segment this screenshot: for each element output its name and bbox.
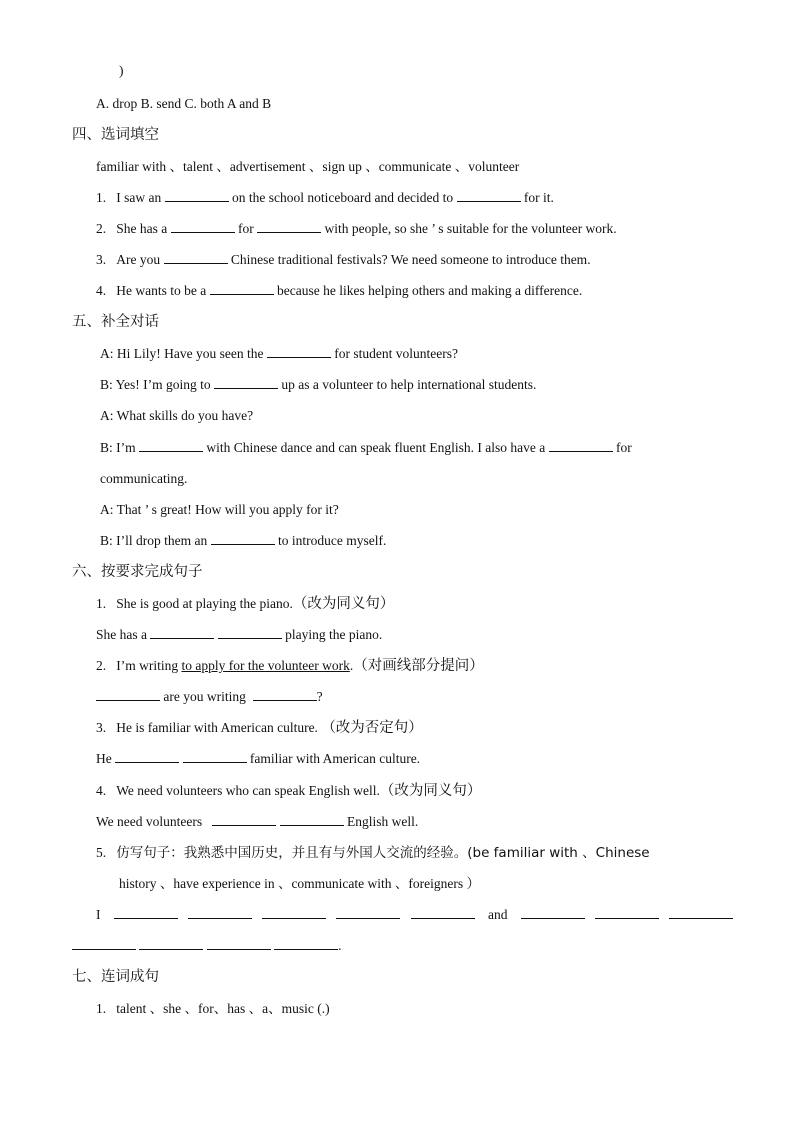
section-4-heading: 四、选词填空: [72, 127, 159, 143]
dialogue-line-3: A: What skills do you have?: [100, 408, 254, 423]
word-order-question-1: 1. talent 、she 、for、has 、a、music (.): [96, 1001, 330, 1016]
dialogue-line-2: B: Yes! I’m going to up as a volunteer to help international students.: [100, 377, 537, 392]
rewrite-answer-3: He familiar with American culture.: [96, 751, 421, 766]
rewrite-answer-5-line-1: I and: [96, 906, 726, 924]
close-paren: ): [119, 63, 124, 78]
word-bank: familiar with 、talent 、advertisement 、sign up 、communicate 、volunteer: [96, 159, 520, 174]
answer-blank[interactable]: [165, 189, 229, 202]
rewrite-answer-4: We need volunteers English well.: [96, 814, 419, 829]
answer-blank[interactable]: [457, 189, 521, 202]
answer-blank[interactable]: [114, 906, 178, 919]
answer-blank[interactable]: [274, 937, 338, 950]
fill-question-4: 4. He wants to be a because he likes helping others and making a difference.: [96, 283, 583, 298]
answer-blank[interactable]: [262, 906, 326, 919]
dialogue-line-4-cont: communicating.: [100, 471, 188, 486]
answer-blank[interactable]: [210, 282, 274, 295]
answer-blank[interactable]: [267, 345, 331, 358]
answer-blank[interactable]: [257, 220, 321, 233]
fill-question-1: 1. I saw an on the school noticeboard and decided to for it.: [96, 190, 554, 205]
answer-blank[interactable]: [139, 439, 203, 452]
answer-blank[interactable]: [218, 626, 282, 639]
rewrite-question-5: 5. 仿写句子：我熟悉中国历史，并且有与外国人交流的经验。(be familiar with 、Chinese: [96, 845, 650, 861]
rewrite-question-1: 1. She is good at playing the piano.（改为同义句）: [96, 596, 395, 612]
fill-question-2: 2. She has a for with people, so she ’ s suitable for the volunteer work.: [96, 221, 617, 236]
dialogue-line-6: B: I’ll drop them an to introduce myself.: [100, 533, 387, 548]
section-7-heading: 七、连词成句: [72, 969, 159, 985]
dialogue-line-5: A: That ’ s great! How will you apply for it?: [100, 502, 339, 517]
rewrite-answer-5-line-2: .: [72, 937, 342, 955]
answer-blank[interactable]: [150, 626, 214, 639]
answer-blank[interactable]: [207, 937, 271, 950]
answer-blank[interactable]: [115, 750, 179, 763]
answer-blank[interactable]: [595, 906, 659, 919]
answer-blank[interactable]: [183, 750, 247, 763]
rewrite-answer-2: are you writing ?: [96, 688, 323, 706]
answer-blank[interactable]: [188, 906, 252, 919]
fill-question-3: 3. Are you Chinese traditional festivals? We need someone to introduce them.: [96, 252, 591, 267]
rewrite-question-2: 2. I’m writing to apply for the volunteer work.（对画线部分提问）: [96, 658, 484, 674]
dialogue-line-1: A: Hi Lily! Have you seen the for student volunteers?: [100, 346, 458, 361]
answer-blank[interactable]: [253, 688, 317, 701]
section-6-heading: 六、按要求完成句子: [72, 564, 203, 580]
answer-blank[interactable]: [669, 906, 733, 919]
rewrite-question-5-cont: history 、have experience in 、communicate with 、foreigners ）: [119, 876, 481, 891]
answer-blank[interactable]: [164, 251, 228, 264]
answer-blank[interactable]: [171, 220, 235, 233]
answer-options: A. drop B. send C. both A and B: [96, 96, 272, 111]
answer-blank[interactable]: [336, 906, 400, 919]
section-5-heading: 五、补全对话: [72, 314, 159, 330]
answer-blank[interactable]: [211, 532, 275, 545]
answer-blank[interactable]: [212, 813, 276, 826]
dialogue-line-4: B: I’m with Chinese dance and can speak fluent English. I also have a for: [100, 440, 632, 455]
answer-blank[interactable]: [96, 688, 160, 701]
rewrite-answer-1: She has a playing the piano.: [96, 627, 383, 642]
answer-blank[interactable]: [72, 937, 136, 950]
rewrite-question-4: 4. We need volunteers who can speak English well.（改为同义句）: [96, 783, 482, 799]
answer-blank[interactable]: [139, 937, 203, 950]
answer-blank[interactable]: [411, 906, 475, 919]
answer-blank[interactable]: [521, 906, 585, 919]
answer-blank[interactable]: [549, 439, 613, 452]
answer-blank[interactable]: [214, 376, 278, 389]
answer-blank[interactable]: [280, 813, 344, 826]
rewrite-question-3: 3. He is familiar with American culture. （改为否定句）: [96, 720, 423, 736]
